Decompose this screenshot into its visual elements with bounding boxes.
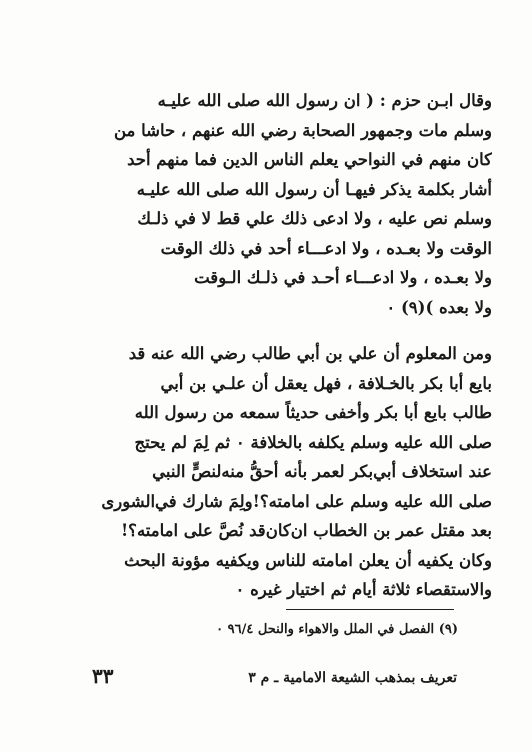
text-line: بعد مقتل عمر بن الخطاب ان‌كان‌قد نُصَّ على امامته؟! — [120, 521, 492, 540]
paragraph-1 — [40, 86, 492, 322]
page-number: ٣٣ — [92, 664, 114, 688]
page-footer — [92, 664, 457, 694]
text-line: صلى الله عليه وسلم على امامته؟!ولِمَ شارك في‌الشورى — [101, 491, 492, 511]
text-line: بايع أبا بكر بالخـلافة ، فهل يعقل أن علـي بن أبي — [160, 373, 492, 393]
text-line: والاستقصاء ثلاثة أيام ثم اختيار غيره ٠ — [235, 580, 492, 599]
text-line: وكان يكفيه أن يعلن امامته للناس ويكفيه مؤونة البحث — [124, 550, 492, 570]
text-line: ولا بعـده ، ولا ادعـــاء أحـد في ذلـك الـوقت — [194, 268, 492, 287]
text-line: ومن المعلوم أن علي بن أبي طالب رضي الله عنه قد — [128, 344, 492, 363]
text-line: وسلم مات وجمهور الصحابة رضي الله عنهم ، حاشا من — [113, 120, 492, 140]
running-title: تعريف بمذهب الشيعة الامامية ـ م ٣ — [248, 670, 457, 686]
text-line: طالب بايع أبا بكر وأخفى حديثاً سمعه من رسول الله — [134, 403, 492, 422]
footnote: (٩) الفصل في الملل والاهواء والنحل ٩٦/٤ ٠ — [216, 622, 458, 637]
text-line: أشار بكلمة يذكر فيهـا أن رسول الله صلى الله عليـه — [136, 179, 492, 199]
text-line: وسلم نص عليه ، ولا ادعى ذلك علي قط لا في ذلـك — [137, 209, 492, 228]
text-line: وقال ابـن حزم : ( ان رسول الله صلى الله عليـه — [157, 91, 492, 110]
text-line: الوقت ولا بعـده ، ولا ادعـــاء أحد في ذلك الوقت — [160, 238, 492, 258]
footnote-divider — [286, 609, 454, 610]
paragraph-2 — [40, 339, 492, 605]
text-line: كان منهم في النواحي يعلم الناس الدين فما منهم أحد — [127, 150, 492, 169]
text-line: صلى الله عليه وسلم يكلفه بالخلافة ٠ ثم لِمَ لم يحتج — [134, 432, 492, 452]
text-line: ولا بعده )(٩) ٠ — [386, 297, 492, 317]
text-line: عند استخلاف أبي‌بكر لعمر بأنه أحقُّ منه‌لنصٍّ النبي — [152, 462, 492, 481]
